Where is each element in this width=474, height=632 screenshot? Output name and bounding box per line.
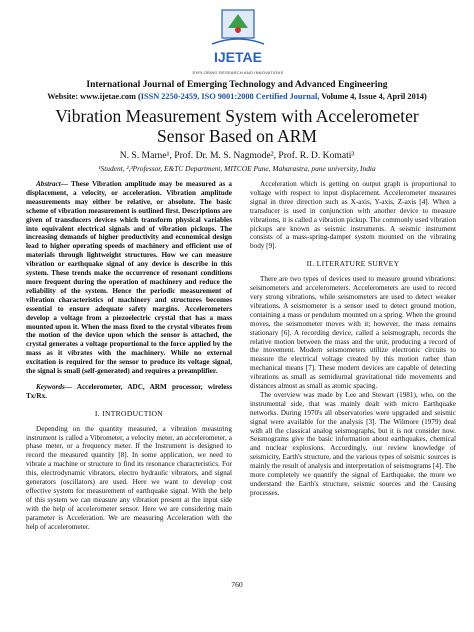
literature-paragraph-1: There are two types of devices used to measure ground vibrations: seismometers and accelerometers. Accelerometers are used to record very strong vibrations, while seismometers are used to detect weaker vibrations. A seismometer is a sensor used to detect ground motion, containing a mass or pendulum mounted on a spring. When the ground moves, the seismometer moves with it; however, the mass remains stationary [6]. A recording device, called a seismograph, records the relative motion between the mass and the unit, producing a record of the movement. Modern seismometers utilize electronic circuits to measure the electrical voltage created by this motion rather than mechanical means [7]. These modern devices are capable of detecting vibrations as small as semidiurnal gravitational tide movements and distances almost as small as atomic spacing. — [250, 275, 456, 391]
right-column — [250, 180, 456, 498]
website-line — [0, 92, 474, 101]
literature-paragraph-2: The overview was made by Lee and Stewart (1981), who, on the instrumental side, that was mainly dealt with micro Earthquake networks. During 1970's all observatories were upgraded and seismic signal were available for the analysis [3]. The Wilmore (1979) deal with all the classical analog seismographs, but it is not consider now. Seismograms give the basic information about earthquakes, chemical and nuclear explosions. Accordingly, our review knowledge of seismicity, Earth's structure, and the various types of seismic sources is mainly the result of analysis and interpretation of seismograms [4]. The more completely we quantify the signal of Earthquake, the more we understand the Earth's structure, seismic sources and the Causing processes. — [250, 390, 456, 497]
journal-logo — [202, 4, 274, 72]
paper-affiliation: ¹Student, ²,³Professor, E&TC Department, MITCOE Pune, Maharastra, pune university, India — [98, 164, 376, 173]
keywords — [26, 383, 232, 401]
intro-continued-paragraph: Acceleration which is getting on output graph is proportional to voltage with respect to input displacement. Accelerometer measures signal in three direction such as X-axis, Y-axis, Z-axis [4]. When a transducer is used in conjunction with another device to measure vibrations, it is called a vibration pickup. The commonly used vibration pickups are known as seismic instruments. A seismic instrument consists of a mass-spring-damper system mounted on the vibrating body [9]. — [250, 180, 456, 251]
keywords-text: Accelerometer, ADC, ARM processor, wireless Tx/Rx. — [26, 382, 232, 400]
abstract — [26, 180, 232, 376]
logo-text: IJETAE — [214, 49, 262, 65]
website-suffix: Volume 4, Issue 4, April 2014) — [319, 92, 427, 101]
left-column — [26, 180, 232, 532]
section-heading-literature-survey: II. LITERATURE SURVEY — [306, 259, 400, 269]
abstract-text: These Vibration amplitude may be measured as a displacement, a velocity, or acceleration. Vibration amplitude measurements may either be relative, or absolute. The basic scheme of vibration measurement is outlined first. Descriptions are given of transducers devices which transform physical variables into equivalent electrical signals and of vibration pickups. The increasing demands of higher productivity and economical design lead to higher operating speeds of machinery and efficient use of materials through lightweight structures. How we can measure vibration or earthquake signal of any device is describe in this system. These trends make the occurrence of resonant conditions more frequent during the operation of machinery and reduce the reliability of the system. Hence the periodic measurement of vibration characteristics of machinery and structures becomes essential to ensure adequate safety margins. Accelerometers develop a voltage from a piezoelectric crystal that has a mass mounted upon it. When the mass fixed to the crystal vibrates from the motion of the device upon which the sensor is attached, the crystal generates a voltage proportional to the force applied by the mass as it vibrates with the machinery. While no external excitation is required for the sensor to produce its voltage signal, the signal is small (self-generated) and requires a preamplifier. — [26, 180, 232, 376]
issn-link[interactable]: ISSN 2250-2459, ISO 9001:2008 Certified Journal, — [140, 92, 320, 101]
page-number: 760 — [231, 580, 243, 589]
intro-paragraph: Depending on the quantity measured, a vibration measuring instrument is called a Vibrometer, a velocity meter, an accelerometer, a phase meter, or a frequency meter. If the Instrument is designed to record the measured quantity [8]. In some application, we need to vibrate a machine or structure to find its resonance characteristics. For this, electrodynamic vibrators, electro hydraulic vibrators, and signal generators (oscillators) are used. Here we want to develop cost effective system for measurement of earthquake signal. With the help of this system we can measure any vibration present at the input side with the help of accelerometer sensor. Here we are considering main parameter is Acceleration. We are measuring Acceleration with the help of accelerometer. — [26, 424, 232, 531]
logo-tagline: EXPLORING RESEARCH AND INNOVATIONS — [192, 70, 284, 75]
logo-arc — [212, 39, 264, 44]
journal-name: International Journal of Emerging Technology and Advanced Engineering — [86, 80, 388, 90]
paper-authors: N. S. Marne¹, Prof. Dr. M. S. Nagmode², Prof. R. D. Komati³ — [119, 150, 355, 161]
logo-dot — [235, 27, 241, 33]
abstract-lead: Abstract— — [36, 180, 68, 188]
section-heading-introduction: I. INTRODUCTION — [94, 408, 164, 418]
paper-title: Vibration Measurement System with Accelerometer Sensor Based on ARM — [55, 106, 419, 146]
website-prefix: Website: www.ijetae.com ( — [47, 92, 141, 101]
keywords-lead: Keywords— — [36, 382, 72, 391]
